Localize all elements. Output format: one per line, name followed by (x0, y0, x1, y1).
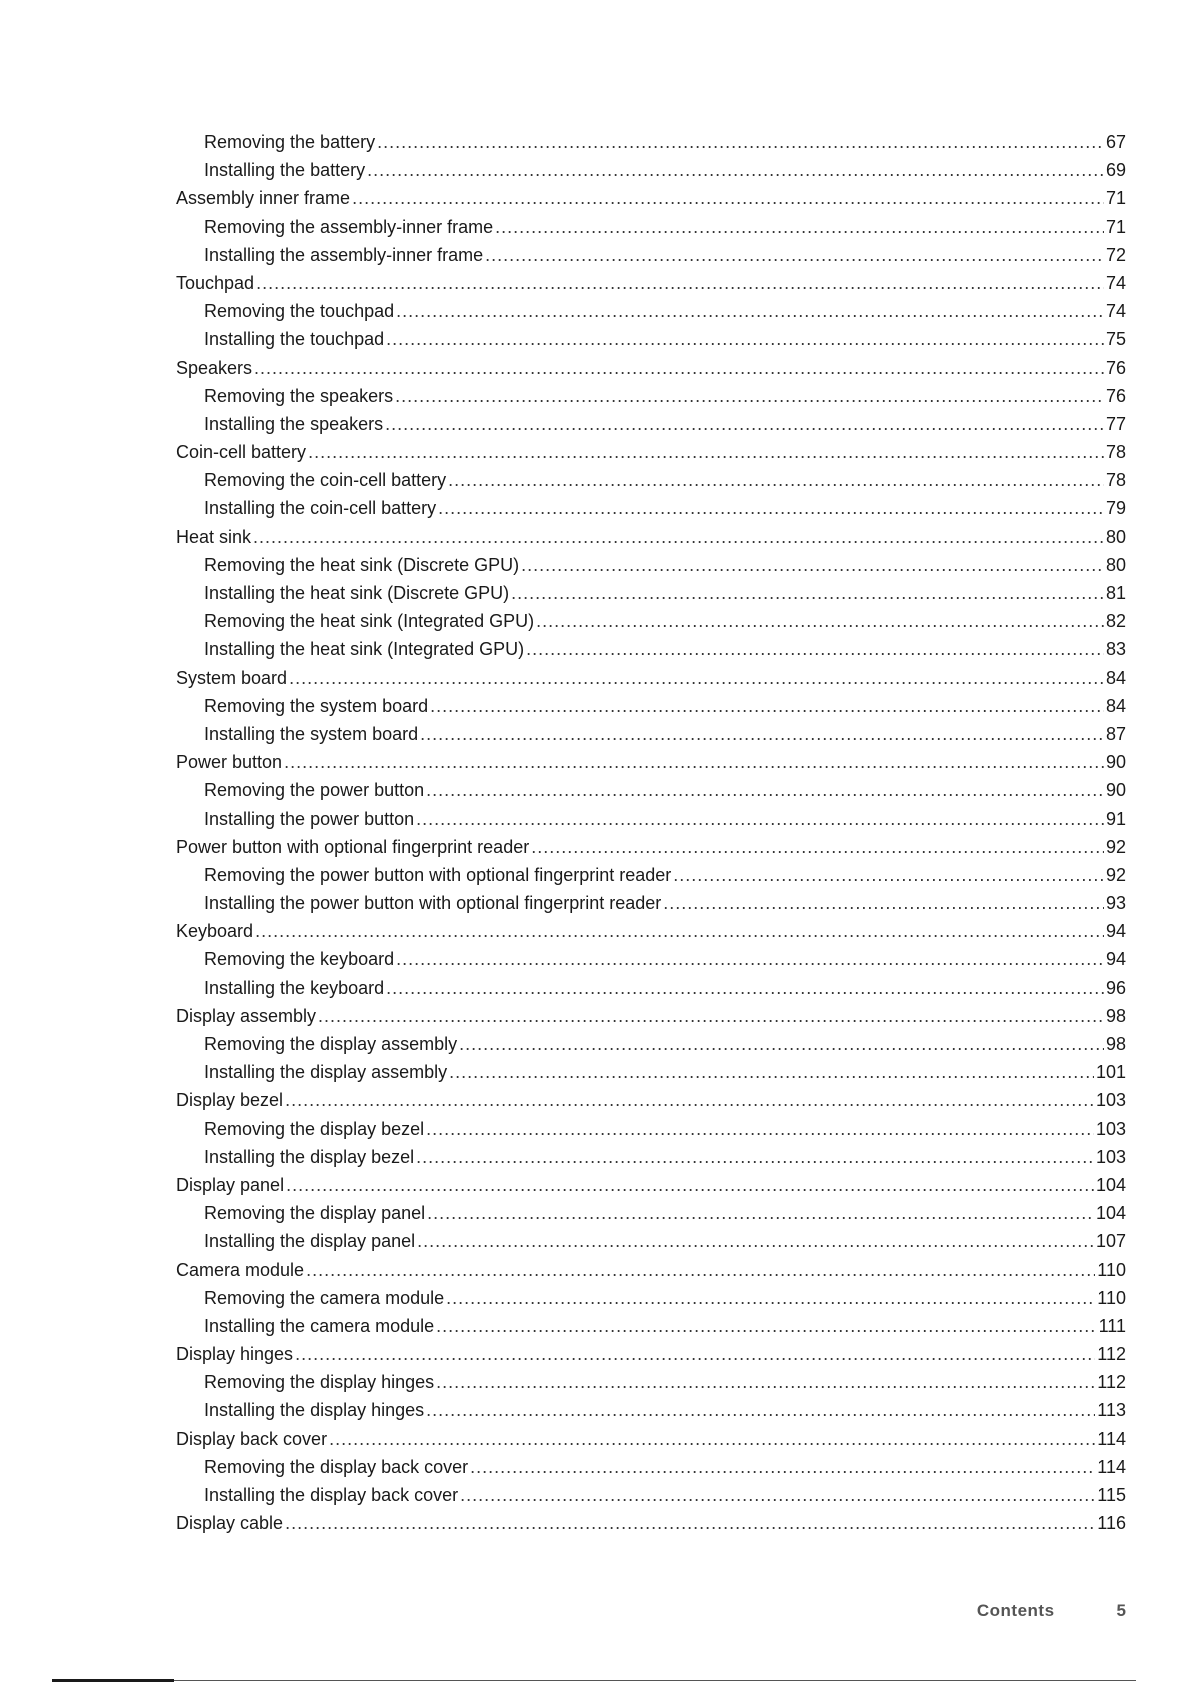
toc-subsection-entry[interactable] (176, 974, 1126, 1002)
toc-subsection-entry[interactable] (176, 805, 1126, 833)
toc-dot-leader (436, 1368, 1095, 1396)
bottom-rule (52, 1680, 1136, 1681)
toc-entry-page: 112 (1097, 1344, 1126, 1365)
toc-entry-page: 76 (1105, 357, 1126, 378)
toc-entry-title: Installing the keyboard (204, 977, 385, 998)
toc-entry-title: Installing the display hinges (204, 1400, 425, 1421)
toc-dot-leader (386, 974, 1104, 1002)
toc-entry-page: 107 (1095, 1231, 1126, 1252)
toc-subsection-entry[interactable] (176, 1115, 1126, 1143)
toc-dot-leader (284, 748, 1104, 776)
toc-section-entry[interactable] (176, 1425, 1126, 1453)
toc-section-entry[interactable] (176, 438, 1126, 466)
toc-entry-title: Power button with optional fingerprint reader (176, 836, 530, 857)
toc-subsection-entry[interactable] (176, 325, 1126, 353)
toc-entry-page: 80 (1105, 554, 1126, 575)
toc-subsection-entry[interactable] (176, 1284, 1126, 1312)
toc-entry-title: Camera module (176, 1259, 305, 1280)
toc-dot-leader (396, 945, 1104, 973)
toc-entry-title: Installing the speakers (204, 413, 384, 434)
toc-subsection-entry[interactable] (176, 1453, 1126, 1481)
toc-entry-page: 104 (1095, 1203, 1126, 1224)
toc-dot-leader (536, 607, 1104, 635)
toc-dot-leader (396, 297, 1104, 325)
toc-dot-leader (253, 523, 1104, 551)
toc-dot-leader (416, 805, 1104, 833)
toc-section-entry[interactable] (176, 917, 1126, 945)
toc-dot-leader (448, 466, 1104, 494)
toc-entry-page: 79 (1105, 498, 1126, 519)
toc-entry-page: 76 (1105, 385, 1126, 406)
toc-dot-leader (459, 1030, 1104, 1058)
toc-dot-leader (385, 410, 1104, 438)
toc-entry-title: Removing the display assembly (204, 1034, 458, 1054)
toc-entry-title: Removing the coin-cell battery (204, 470, 447, 491)
toc-entry-page: 115 (1097, 1485, 1126, 1505)
toc-section-entry[interactable] (176, 1509, 1126, 1537)
toc-dot-leader (420, 720, 1104, 748)
toc-section-entry[interactable] (176, 1002, 1126, 1030)
toc-entry-title: System board (176, 667, 288, 688)
toc-entry-title: Installing the display bezel (204, 1146, 415, 1167)
toc-entry-title: Display cable (176, 1513, 284, 1534)
toc-entry-page: 93 (1105, 893, 1126, 914)
toc-entry-page: 116 (1097, 1513, 1126, 1534)
toc-entry-page: 78 (1105, 442, 1126, 463)
toc-entry-page: 94 (1105, 921, 1126, 942)
toc-subsection-entry[interactable] (176, 579, 1126, 607)
toc-subsection-entry[interactable] (176, 213, 1126, 241)
toc-dot-leader (673, 861, 1104, 889)
toc-entry-title: Removing the speakers (204, 385, 394, 406)
toc-dot-leader (521, 551, 1104, 579)
toc-entry-title: Removing the power button with optional fingerprint reader (204, 864, 672, 885)
toc-entry-title: Installing the power button with optional fingerprint reader (204, 893, 662, 914)
toc-subsection-entry[interactable] (176, 297, 1126, 325)
footer-section-title: Contents (976, 1601, 1055, 1620)
toc-section-entry[interactable] (176, 269, 1126, 297)
toc-subsection-entry[interactable] (176, 607, 1126, 635)
toc-entry-title: Installing the heat sink (Discrete GPU) (204, 583, 510, 603)
toc-dot-leader (427, 1199, 1094, 1227)
toc-entry-title: Removing the display bezel (204, 1118, 425, 1139)
toc-entry-page: 112 (1097, 1372, 1126, 1393)
toc-entry-title: Removing the camera module (204, 1287, 445, 1308)
toc-entry-title: Speakers (176, 357, 253, 378)
toc-entry-title: Installing the power button (204, 808, 415, 829)
toc-dot-leader (285, 1086, 1094, 1114)
toc-entry-page: 81 (1105, 583, 1126, 603)
toc-entry-page: 92 (1105, 864, 1126, 885)
toc-dot-leader (460, 1481, 1095, 1509)
toc-subsection-entry[interactable] (176, 241, 1126, 269)
toc-entry-title: Installing the coin-cell battery (204, 498, 437, 519)
toc-entry-page: 110 (1097, 1259, 1126, 1280)
toc-dot-leader (254, 354, 1104, 382)
toc-entry-page: 98 (1105, 1034, 1126, 1054)
toc-dot-leader (446, 1284, 1095, 1312)
toc-entry-title: Heat sink (176, 526, 252, 547)
toc-section-entry[interactable] (176, 748, 1126, 776)
toc-entry-page: 78 (1105, 470, 1126, 491)
toc-dot-leader (416, 1143, 1094, 1171)
toc-subsection-entry[interactable] (176, 1058, 1126, 1086)
toc-entry-title: Removing the display back cover (204, 1456, 469, 1477)
toc-entry-title: Installing the system board (204, 723, 419, 744)
toc-subsection-entry[interactable] (176, 720, 1126, 748)
toc-entry-page: 91 (1105, 808, 1126, 829)
toc-section-entry[interactable] (176, 833, 1126, 861)
toc-subsection-entry[interactable] (176, 551, 1126, 579)
toc-subsection-entry[interactable] (176, 776, 1126, 804)
toc-entry-page: 104 (1095, 1174, 1126, 1195)
toc-entry-title: Display assembly (176, 1005, 317, 1026)
toc-subsection-entry[interactable] (176, 1368, 1126, 1396)
toc-section-entry[interactable] (176, 1171, 1126, 1199)
toc-dot-leader (511, 579, 1104, 607)
toc-entry-page: 98 (1105, 1005, 1126, 1026)
toc-dot-leader (308, 438, 1104, 466)
toc-section-entry[interactable] (176, 523, 1126, 551)
toc-dot-leader (438, 494, 1104, 522)
toc-entry-title: Removing the display panel (204, 1203, 426, 1224)
toc-dot-leader (377, 128, 1104, 156)
toc-dot-leader (417, 1227, 1094, 1255)
toc-subsection-entry[interactable] (176, 128, 1126, 156)
toc-entry-page: 111 (1098, 1315, 1126, 1336)
toc-subsection-entry[interactable] (176, 156, 1126, 184)
toc-entry-title: Removing the power button (204, 780, 425, 801)
toc-section-entry[interactable] (176, 184, 1126, 212)
toc-entry-page: 114 (1097, 1456, 1126, 1477)
toc-section-entry[interactable] (176, 664, 1126, 692)
toc-entry-page: 83 (1105, 639, 1126, 660)
toc-dot-leader (295, 1340, 1095, 1368)
toc-entry-page: 84 (1105, 667, 1126, 688)
toc-subsection-entry[interactable] (176, 382, 1126, 410)
toc-dot-leader (470, 1453, 1095, 1481)
toc-dot-leader (426, 1396, 1095, 1424)
toc-dot-leader (318, 1002, 1104, 1030)
toc-entry-page: 72 (1105, 244, 1126, 265)
toc-dot-leader (395, 382, 1104, 410)
toc-entry-page: 87 (1105, 723, 1126, 744)
toc-section-entry[interactable] (176, 1086, 1126, 1114)
toc-entry-page: 103 (1095, 1090, 1126, 1111)
toc-entry-page: 103 (1095, 1146, 1126, 1167)
toc-subsection-entry[interactable] (176, 410, 1126, 438)
toc-entry-title: Installing the battery (204, 160, 366, 181)
toc-entry-page: 84 (1105, 695, 1126, 716)
toc-dot-leader (386, 325, 1104, 353)
toc-entry-title: Coin-cell battery (176, 442, 307, 463)
toc-entry-title: Display hinges (176, 1344, 294, 1365)
toc-dot-leader (426, 1115, 1094, 1143)
toc-entry-page: 90 (1105, 752, 1126, 773)
toc-dot-leader (289, 664, 1104, 692)
toc-entry-title: Installing the touchpad (204, 329, 385, 350)
toc-subsection-entry[interactable] (176, 692, 1126, 720)
page-footer (977, 1601, 1126, 1621)
toc-entry-title: Installing the display panel (204, 1231, 416, 1252)
toc-dot-leader (531, 833, 1104, 861)
toc-entry-title: Display bezel (176, 1090, 284, 1111)
toc-section-entry[interactable] (176, 354, 1126, 382)
toc-dot-leader (285, 1509, 1095, 1537)
toc-dot-leader (663, 889, 1104, 917)
toc-entry-page: 101 (1095, 1062, 1126, 1083)
toc-entry-page: 114 (1097, 1428, 1126, 1449)
toc-entry-title: Power button (176, 752, 283, 773)
toc-entry-title: Removing the assembly-inner frame (204, 216, 494, 237)
toc-entry-page: 96 (1105, 977, 1126, 998)
toc-subsection-entry[interactable] (176, 1481, 1126, 1509)
toc-dot-leader (526, 635, 1104, 663)
toc-subsection-entry[interactable] (176, 494, 1126, 522)
toc-subsection-entry[interactable] (176, 861, 1126, 889)
table-of-contents (176, 128, 1126, 1537)
toc-entry-title: Touchpad (176, 272, 255, 293)
toc-entry-title: Removing the keyboard (204, 949, 395, 970)
toc-subsection-entry[interactable] (176, 466, 1126, 494)
toc-entry-page: 94 (1105, 949, 1126, 970)
toc-entry-title: Display panel (176, 1174, 285, 1195)
toc-entry-title: Assembly inner frame (176, 188, 351, 209)
toc-dot-leader (367, 156, 1104, 184)
toc-entry-title: Removing the battery (204, 132, 376, 152)
toc-dot-leader (256, 269, 1104, 297)
toc-entry-page: 71 (1105, 216, 1126, 237)
toc-dot-leader (436, 1312, 1097, 1340)
toc-entry-page: 103 (1095, 1118, 1126, 1139)
toc-entry-title: Removing the system board (204, 695, 429, 716)
toc-entry-page: 75 (1105, 329, 1126, 350)
toc-entry-page: 77 (1105, 413, 1126, 434)
toc-entry-title: Removing the display hinges (204, 1372, 435, 1393)
toc-entry-title: Installing the display assembly (204, 1062, 448, 1083)
toc-entry-page: 74 (1105, 301, 1126, 322)
toc-subsection-entry[interactable] (176, 889, 1126, 917)
toc-entry-page: 110 (1097, 1287, 1126, 1308)
toc-dot-leader (485, 241, 1104, 269)
toc-subsection-entry[interactable] (176, 1199, 1126, 1227)
toc-subsection-entry[interactable] (176, 945, 1126, 973)
toc-entry-title: Installing the camera module (204, 1315, 435, 1336)
toc-subsection-entry[interactable] (176, 1030, 1126, 1058)
toc-dot-leader (286, 1171, 1094, 1199)
footer-page-number: 5 (1116, 1601, 1126, 1620)
toc-entry-title: Installing the heat sink (Integrated GPU) (204, 639, 525, 660)
toc-subsection-entry[interactable] (176, 635, 1126, 663)
toc-entry-page: 113 (1097, 1400, 1126, 1421)
toc-dot-leader (449, 1058, 1094, 1086)
toc-subsection-entry[interactable] (176, 1312, 1126, 1340)
toc-entry-page: 92 (1105, 836, 1126, 857)
toc-entry-page: 67 (1105, 132, 1126, 152)
toc-entry-page: 71 (1105, 188, 1126, 209)
toc-entry-title: Removing the heat sink (Discrete GPU) (204, 554, 520, 575)
toc-entry-page: 82 (1105, 611, 1126, 632)
bottom-rule-accent (52, 1679, 174, 1682)
toc-dot-leader (352, 184, 1104, 212)
toc-dot-leader (495, 213, 1104, 241)
toc-subsection-entry[interactable] (176, 1143, 1126, 1171)
toc-entry-title: Removing the touchpad (204, 301, 395, 322)
toc-entry-page: 74 (1105, 272, 1126, 293)
toc-entry-title: Removing the heat sink (Integrated GPU) (204, 611, 535, 632)
toc-dot-leader (329, 1425, 1095, 1453)
toc-entry-page: 69 (1105, 160, 1126, 181)
toc-dot-leader (426, 776, 1104, 804)
toc-section-entry[interactable] (176, 1256, 1126, 1284)
toc-subsection-entry[interactable] (176, 1227, 1126, 1255)
toc-dot-leader (255, 917, 1104, 945)
toc-section-entry[interactable] (176, 1340, 1126, 1368)
toc-entry-page: 80 (1105, 526, 1126, 547)
toc-entry-title: Display back cover (176, 1428, 328, 1449)
toc-entry-title: Installing the assembly-inner frame (204, 244, 484, 265)
toc-entry-title: Installing the display back cover (204, 1485, 459, 1505)
toc-subsection-entry[interactable] (176, 1396, 1126, 1424)
toc-entry-page: 90 (1105, 780, 1126, 801)
toc-dot-leader (306, 1256, 1095, 1284)
toc-entry-title: Keyboard (176, 921, 254, 942)
toc-dot-leader (430, 692, 1104, 720)
